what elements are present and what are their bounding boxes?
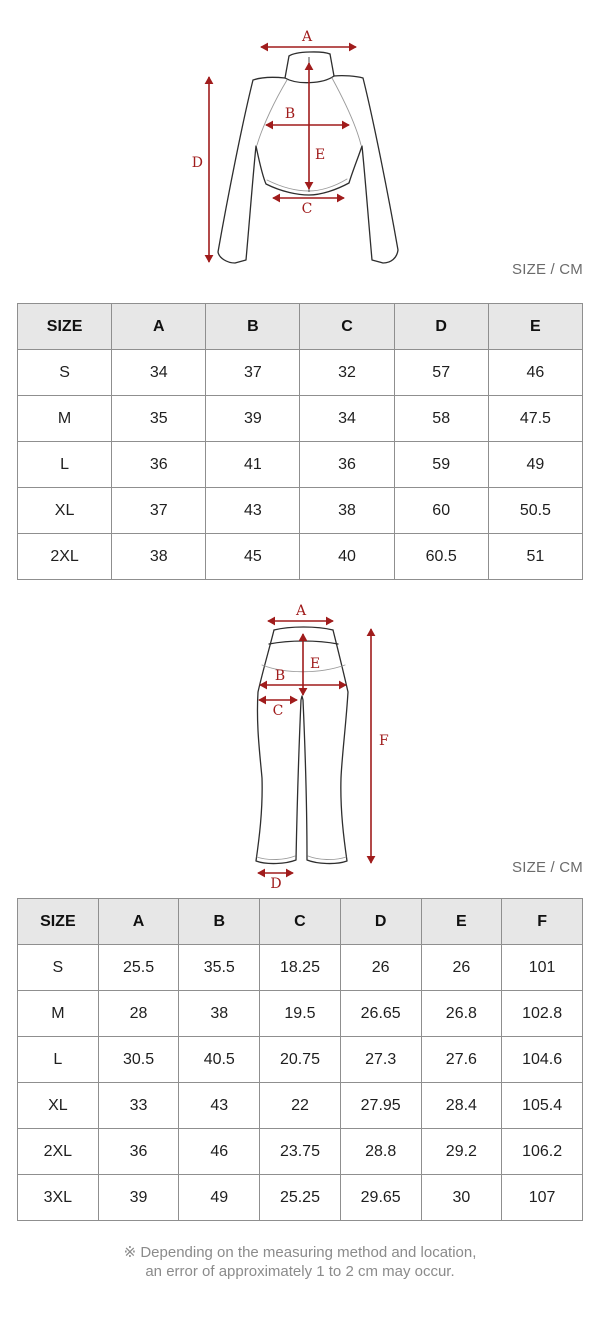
pants-measure-label-e: E (310, 656, 321, 672)
pants-measure-label-a: A (295, 603, 307, 619)
top-measure-label-e: E (315, 147, 326, 163)
measurement-cell: 37 (112, 488, 206, 534)
header-row (18, 899, 583, 945)
size-row (18, 1037, 583, 1083)
tops-size-table (17, 303, 583, 580)
column-header: C (260, 899, 341, 945)
measurement-cell: 49 (488, 442, 582, 488)
column-header: B (179, 899, 260, 945)
measurement-cell: 50.5 (488, 488, 582, 534)
measurement-cell: 38 (112, 534, 206, 580)
top-measure-arrow-b (266, 106, 349, 125)
measurement-cell: 105.4 (502, 1083, 583, 1129)
measurement-cell: 28 (98, 991, 179, 1037)
column-header: A (112, 304, 206, 350)
measurement-cell: 106.2 (502, 1129, 583, 1175)
measurement-cell: 20.75 (260, 1037, 341, 1083)
measurement-cell: 28.8 (340, 1129, 421, 1175)
disclaimer-line-1: ※ Depending on the measuring method and location, (123, 1244, 477, 1261)
column-header: D (340, 899, 421, 945)
bottoms-size-table (17, 898, 583, 1221)
measurement-cell: 23.75 (260, 1129, 341, 1175)
size-row (18, 442, 583, 488)
size-row (18, 488, 583, 534)
measurement-cell: 102.8 (502, 991, 583, 1037)
measurement-cell: 35.5 (179, 945, 260, 991)
measurement-cell: 60.5 (394, 534, 488, 580)
measurement-cell: 25.25 (260, 1175, 341, 1221)
size-label-cell: 3XL (18, 1175, 99, 1221)
size-row (18, 534, 583, 580)
measurement-cell: 22 (260, 1083, 341, 1129)
measurement-cell: 41 (206, 442, 300, 488)
pants-measure-label-c: C (272, 703, 284, 719)
measurement-cell: 19.5 (260, 991, 341, 1037)
pants-measure-arrow-c (259, 700, 297, 719)
measurement-cell: 47.5 (488, 396, 582, 442)
unit-label-tops: SIZE / CM (512, 261, 583, 278)
measurement-cell: 60 (394, 488, 488, 534)
column-header: A (98, 899, 179, 945)
size-label-cell: L (18, 442, 112, 488)
bottom-spacer (0, 1281, 600, 1327)
size-row (18, 1129, 583, 1175)
size-label-cell: M (18, 991, 99, 1037)
size-label-cell: M (18, 396, 112, 442)
top-measurement-diagram (0, 0, 600, 290)
top-garment-outline (218, 52, 398, 263)
measurement-cell: 27.6 (421, 1037, 502, 1083)
measurement-cell: 57 (394, 350, 488, 396)
size-row (18, 945, 583, 991)
top-measure-label-d: D (191, 155, 203, 171)
measurement-cell: 29.2 (421, 1129, 502, 1175)
measurement-cell: 33 (98, 1083, 179, 1129)
measurement-cell: 29.65 (340, 1175, 421, 1221)
size-row (18, 1175, 583, 1221)
measurement-cell: 46 (488, 350, 582, 396)
bottoms-section (0, 595, 600, 1221)
measurement-cell: 59 (394, 442, 488, 488)
measurement-cell: 32 (300, 350, 394, 396)
measurement-cell: 51 (488, 534, 582, 580)
size-row (18, 1083, 583, 1129)
measurement-cell: 30 (421, 1175, 502, 1221)
pants-measure-label-d: D (270, 876, 282, 891)
measurement-cell: 28.4 (421, 1083, 502, 1129)
pants-measure-arrow-d (258, 873, 293, 891)
top-measure-label-b: B (284, 106, 296, 122)
measurement-cell: 26.8 (421, 991, 502, 1037)
measurement-cell: 34 (112, 350, 206, 396)
measurement-cell: 36 (300, 442, 394, 488)
measurement-cell: 35 (112, 396, 206, 442)
top-measure-label-c: C (301, 201, 313, 217)
top-measure-arrow-d (192, 77, 209, 262)
measurement-cell: 37 (206, 350, 300, 396)
measurement-cell: 58 (394, 396, 488, 442)
column-header: D (394, 304, 488, 350)
measurement-cell: 49 (179, 1175, 260, 1221)
top-measure-arrow-a (261, 29, 356, 47)
pants-measurement-diagram (0, 595, 600, 891)
size-label-cell: L (18, 1037, 99, 1083)
pants-garment-outline (256, 627, 348, 864)
size-label-cell: 2XL (18, 534, 112, 580)
column-header: E (421, 899, 502, 945)
measurement-cell: 34 (300, 396, 394, 442)
column-header: B (206, 304, 300, 350)
measurement-cell: 43 (179, 1083, 260, 1129)
measurement-cell: 104.6 (502, 1037, 583, 1083)
measurement-cell: 40 (300, 534, 394, 580)
pants-measure-label-f: F (379, 733, 389, 749)
measurement-cell: 26.65 (340, 991, 421, 1037)
measurement-cell: 27.95 (340, 1083, 421, 1129)
top-measure-arrow-c (273, 198, 344, 217)
size-row (18, 991, 583, 1037)
measurement-cell: 38 (300, 488, 394, 534)
disclaimer-line-2: an error of approximately 1 to 2 cm may occur. (145, 1263, 455, 1280)
measurement-cell: 39 (98, 1175, 179, 1221)
column-header: SIZE (18, 304, 112, 350)
measurement-cell: 38 (179, 991, 260, 1037)
measurement-cell: 45 (206, 534, 300, 580)
top-measure-label-a: A (301, 29, 313, 45)
measurement-cell: 36 (98, 1129, 179, 1175)
pants-measure-label-b: B (274, 668, 286, 684)
size-row (18, 396, 583, 442)
column-header: E (488, 304, 582, 350)
size-label-cell: XL (18, 488, 112, 534)
measurement-cell: 30.5 (98, 1037, 179, 1083)
measurement-cell: 26 (421, 945, 502, 991)
column-header: F (502, 899, 583, 945)
measurement-cell: 18.25 (260, 945, 341, 991)
measurement-cell: 101 (502, 945, 583, 991)
measurement-cell: 25.5 (98, 945, 179, 991)
size-row (18, 350, 583, 396)
measurement-cell: 27.3 (340, 1037, 421, 1083)
column-header: C (300, 304, 394, 350)
measurement-cell: 46 (179, 1129, 260, 1175)
unit-label-bottoms: SIZE / CM (512, 859, 583, 876)
size-label-cell: S (18, 945, 99, 991)
pants-measure-arrow-a (268, 603, 333, 621)
pants-measure-arrow-f (371, 629, 389, 863)
header-row (18, 304, 583, 350)
measurement-disclaimer (0, 1243, 600, 1281)
size-label-cell: S (18, 350, 112, 396)
measurement-cell: 43 (206, 488, 300, 534)
measurement-cell: 107 (502, 1175, 583, 1221)
measurement-cell: 36 (112, 442, 206, 488)
measurement-cell: 26 (340, 945, 421, 991)
tops-section (0, 0, 600, 580)
column-header: SIZE (18, 899, 99, 945)
pants-measure-arrow-e (303, 634, 320, 695)
size-label-cell: XL (18, 1083, 99, 1129)
measurement-cell: 40.5 (179, 1037, 260, 1083)
measurement-cell: 39 (206, 396, 300, 442)
size-label-cell: 2XL (18, 1129, 99, 1175)
